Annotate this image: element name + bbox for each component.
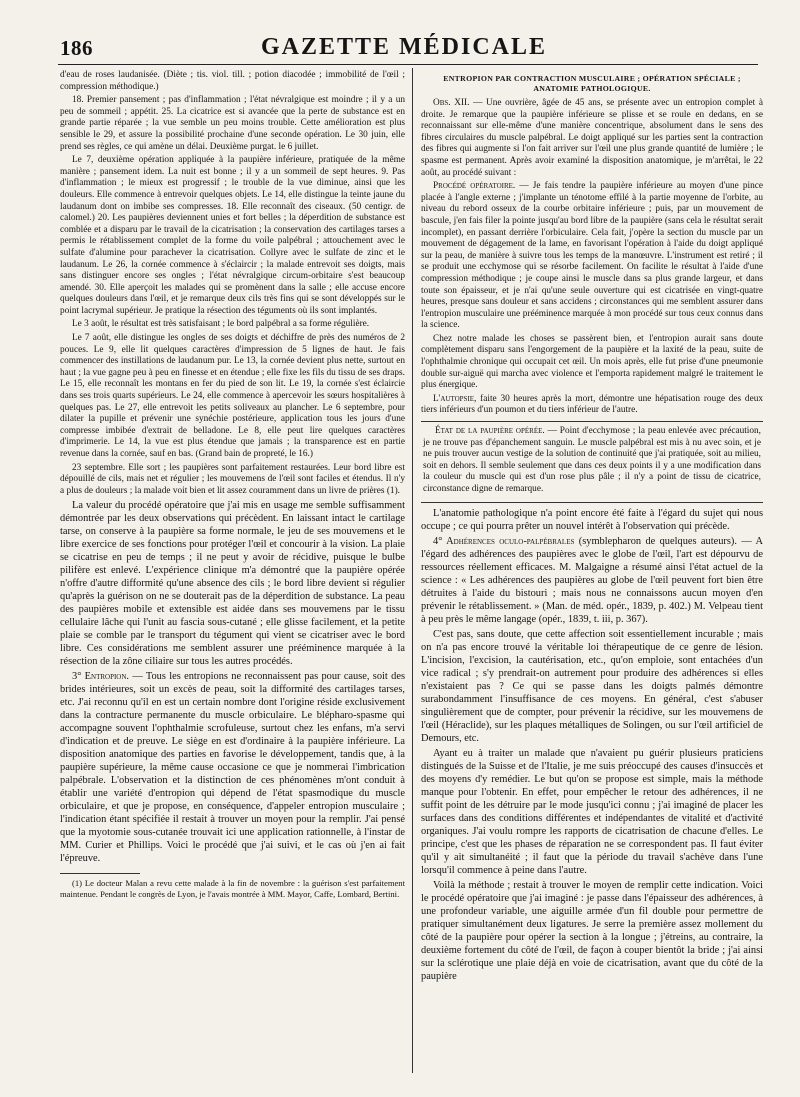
section-label: 3° Entropion.: [72, 671, 130, 683]
page-number: 186: [60, 36, 93, 60]
footnote-text: (1) Le docteur Malan a revu cette malade à la fin de novembre : la guérison s'est parfaitement maintenue. Pendant le congrès de Lyon, je l'avais montrée à MM. Mayor, Caffe, Lombard, Bertini.: [60, 878, 405, 899]
paragraph: Le 3 août, le résultat est très satisfaisant ; le bord palpébral a sa forme régulière.: [72, 319, 370, 330]
footnote-rule: [60, 873, 140, 874]
adherences-text: (symblepharon de quelques auteurs). — A l'égard des adhérences des paupières avec le globe de l'œil, l'art est dépourvu de ressources réellement efficaces. M. Malgaigne a résumé ainsi l'état actuel de la science : « Les adhérences des paupières au globe de l'œil peuvent fort bien être détruites à l'aide du bistouri ; mais nous ne connaissons aucun moyen d'en prévenir le rétablissement. » (Man. de méd. opér., 1839, p. 402.) M. Velpeau tient à peu près le même langage (opér., 1839, t. iii, p. 367).: [421, 535, 763, 625]
page-title: GAZETTE MÉDICALE: [260, 34, 548, 60]
paragraph: La valeur du procédé opératoire que j'ai mis en usage me semble suffisamment démontrée par les deux observations qui précèdent. En laissant intact le cartilage tarse, on conserve à la paupière sa forme normale, le jeu de ses mouvemens et le libre exercice de ses fonctions pour protéger l'œil et concourir à la vision. La plaie se cicatrise en peu de temps ; il ne peut y avoir de récidive, puisque le bulbe pilifère est enlevé. L'expérience clinique m'a démontré que la paupière opérée n'offre d'autre difformité qu'une absence des cils ; le bord libre devient si régulier qu'après la guérison on ne se douterait pas de la déperdition de substance. La peau des paupières mobile et extensible est aidée dans ses mouvemens par le tissu cellulaire lâche qui l'unit au fascia sous-cutané ; elle glisse facilement, et la petite plaie se comble par le transport du tégument qui vient se cicatriser avec le bord libre. Ces considérations me semblent assurer une prééminence marquée à la résection de la zône ciliaire sur tous les autres procédés.: [60, 500, 405, 668]
state-label: État de la paupière opérée.: [435, 426, 545, 437]
paragraph: C'est pas, sans doute, que cette affection soit essentiellement incurable ; mais on n'a pas encore trouvé la véritable loi thérapeutique de ce genre de lésion. L'incision, l'excision, la cautérisation, etc., qu'on emploie, sont entachées d'un vice radical ; s'y prendrait-on autrement pour produire des adhérences si elles n'existaient pas ? Ce qui se passe dans les doigts palmés démontre surabondamment l'insuffisance de ces moyens. En général, c'est s'abuser singulièrement que de compter, pour prévenir la récidive, sur les mouvemens de l'œil (Héraclide), sur les plaques métalliques de Solingen, ou sur l'œil artificiel de Demours, etc.: [421, 628, 763, 744]
state-text: — Point d'ecchymose ; la peau enlevée avec précaution, je ne trouve pas d'épanchement sanguin. Le muscle palpébral est mis à nu avec soin, et je ne puis trouver aucun vestige de la solution de continuité que j'ai pratiquée, soit au milieu, soit en dehors. Il semble seulement que dans ces deux points il y a une modification dans la couleur du muscle qui est d'un rose plus pâle ; il n'y a point de tissu de cicatrice, circonstance digne de remarque.: [423, 426, 762, 494]
footnote: [60, 878, 405, 899]
observation-text: — Une ouvrière, âgée de 45 ans, se présente avec un entropion complet à droite. Je remarque que la paupière inférieure se plisse et se roule en dedans, en se reconnaissant sur elle-même d'une manière concentrique, absolument dans le sens des fibres circulaires du muscle palpébral. Le doigt appliqué sur les parties sent la contraction des fibres qui augmente si l'on fait arriver sur l'œil une plus grande quantité de lumière ; le spasme est permanent. Après avoir examiné la disposition anatomique, je m'arrêtai, le 22 août, au procédé suivant :: [421, 98, 763, 178]
observation-paragraph: [421, 98, 763, 179]
paragraph: 18. Premier pansement ; pas d'inflammation ; l'état névralgique est moindre ; il y a un peu de sommeil ; appétit. 25. La cicatrice est si avancée que la perte de substance est en grande partie réparée ; la vue semble un peu moins trouble. Cette amélioration est plus sensible le 29, et assure la possibilité prochaine d'une seconde opération. Le 30 juin, elle prend ses règles, ce qui amène un délai. Deuxième purgat. le 6 juillet.: [60, 95, 405, 152]
state-paragraph: [423, 426, 761, 496]
adherences-label: 4° Adhérences oculo-palpébrales: [433, 535, 575, 547]
entropion-paragraph: [60, 670, 405, 865]
procedure-text: — Je fais tendre la paupière inférieure au moyen d'une pince placée à l'angle externe ; j'implante un ténotome effilé à la partie moyenne de l'orbite, au niveau du rebord osseux de la courbe orbitaire inférieure ; puis, par un mouvement de bascule, j'en fais filer la pointe jusqu'au bord libre de la paupière (sans cela le résultat serait incomplet), en passant derrière l'orbiculaire. Cela fait, j'opère la section du muscle par un mouvement de dégagement de la lame, en favorisant l'opération à l'aide du doigt appliqué sur la peau, de manière à suivre tous les temps de la manœuvre. L'instrument est retiré ; il se produit une ecchymose qui se résorbe facilement. On facilite le résultat à l'aide d'une compression méthodique ; je coupe ainsi le muscle dans sa plus grande largeur, et dans toute son épaisseur, et je n'ai qu'une seule ouverture qui est cicatrisée en vingt-quatre heures, presque sans douleur et sans accidens ; circonstances qui me semblent assurer dans l'entropion musculaire une prééminence marquée à mon procédé sur tous ceux connus dans la science.: [421, 181, 763, 331]
observation-label: Obs. XII.: [433, 98, 470, 108]
autopsy-text: faite 30 heures après la mort, démontre une hépatisation rouge des deux tiers inférieurs d'un poumon et du tiers inférieur de l'autre.: [421, 393, 763, 416]
adherences-paragraph: [421, 535, 763, 626]
paragraph: d'eau de roses laudanisée. (Diète ; tis. viol. till. ; potion diacodée ; immobilité de l'œil ; compression méthodique.): [60, 70, 405, 92]
paragraph: 23 septembre. Elle sort ; les paupières sont parfaitement restaurées. Leur bord libre est dépouillé de cils, mais net et régulier ; les mouvemens de l'œil sont faciles et étendus. Il n'y a plus de douleurs ; la malade voit bien et lit assez couramment dans un livre de prières (1).: [60, 462, 405, 496]
section-heading: ENTROPION PAR CONTRACTION MUSCULAIRE ; OPÉRATION SPÉCIALE ; ANATOMIE PATHOLOGIQUE.: [443, 74, 741, 93]
page-header: [54, 30, 754, 62]
boxed-note: [421, 421, 763, 503]
paragraph: Voilà la méthode ; restait à trouver le moyen de remplir cette indication. Voici le procédé opératoire que j'ai imaginé : je passe dans l'épaisseur des adhérences, à une profondeur variable, une aiguille armée d'un fil double pour permettre de pratiquer simultanément deux ligatures. Je serre la première assez mollement du côté de la paupière pour opérer la section à la longue ; j'étreins, au contraire, la deuxième fortement du côté de l'œil, de façon à couper bientôt la bride ; j'ai ainsi sur la sclérotique une plaie déjà en voie de cicatrisation, avant que du côté de la paupière: [421, 879, 763, 982]
autopsy-label: L'autopsie,: [433, 393, 477, 404]
paragraph: Le 7 août, elle distingue les ongles de ses doigts et déchiffre de près des numéros de 2 pouces. Le 9, elle lit quelques caractères d'impression de 5 lignes de haut. Je fais commencer des instillations de laudanum pur. Le 13, la cornée devient plus nette, surtout en haut ; la vue gagne peu à peu en finesse et en étendue ; elle fixe les fils du tissu de ses draps. Le 15, elle reconnaît les montans en fer du pied de son lit. Le 19, la cornée s'est éclaircie dans ses trois quarts supérieurs. Le 24, elle commence à apercevoir les sœurs hospitalières à quelques pas. Le 27, elle entrevoit les petits soliveaux au plancher. Le 6 septembre, pour dilater la pupille et prévenir une synéchie postérieure, application tous les jours d'une compresse imbibée d'extrait de belladone. Le 8, elle peut lire quelques caractères d'imprimerie. Le 14, la vue est plus étendue que jamais ; la transparence est en partie revenue dans la cornée, sauf en bas. (Grand bain de propreté, le 16.): [60, 333, 405, 459]
header-rule: [58, 64, 758, 65]
paragraph: Le 7, deuxième opération appliquée à la paupière inférieure, pratiquée de la même manière ; pansement idem. La nuit est bonne ; il y a un sommeil de sept heures. 9. Pas d'inflammation ; le mieux est progressif ; le trouble de la vue diminue, ainsi que les douleurs. Elle commence à entrevoir quelques objets. Le 14, elle distingue la teinte jaune du laudanum dont on imbibe ses compresses. 18. Elle reconnaît des ciseaux. (50 centigr. de calomel.) 20. Les paupières deviennent unies et fort belles ; la déperdition de substance est comblée et a disparu par le travail de la cicatrisation ; la conservation des cartilages tarses a permis le rétablissement complet de la forme du voile palpébral ; attouchement avec le sulfate d'alumine pour parachever la cicatrisation. Collyre avec le sulfate de zinc et le laudanum. Le 26, la cornée commence à s'éclaircir ; la malade entrevoit ses doigts, mais sans distinguer encore ses ongles ; l'état névralgique circum-orbitaire s'est beaucoup amendé. 30. Elle aperçoit les malades qui se promènent dans la salle ; elle accuse encore quelques douleurs dans l'œil, et je remarque deux cils très fins qui se sont développés sur le point lacrymal supérieur. Je pratique la résection des téguments où ils sont implantés.: [60, 155, 405, 316]
paragraph: L'anatomie pathologique n'a point encore été faite à l'égard du sujet qui nous occupe ; ce qui pourra prêter un nouvel intérêt à l'observation qui précède.: [421, 507, 763, 532]
autopsy-paragraph: [421, 394, 763, 417]
right-column: [421, 70, 763, 1080]
column-divider: [412, 68, 413, 1073]
procedure-label: Procédé opératoire.: [433, 181, 516, 192]
paragraph: Chez notre malade les choses se passèrent bien, et l'entropion aurait sans doute complètement disparu sans l'engorgement de la paupière et la laxité de la peau, suite de l'ophthalmie chronique qui occupait cet œil. Un mois après, elle fut prise d'une pneumonie double sur-aiguë qui marcha avec violence et l'emporta rapidement malgré le traitement le plus énergique.: [421, 333, 763, 391]
section-text: — Tous les entropions ne reconnaissent pas pour cause, soit des brides intérieures, soit un excès de peau, soit la difformité des cartilages tarses, etc. J'ai reconnu qu'il en est un certain nombre dont l'origine réside exclusivement dans la contracture permanente du muscle orbiculaire. Le blépharo-spasme qui accompagne souvent l'ophthalmie scrofuleuse, surtout chez les enfans, m'a servi d'indication et de preuve. Le siège en est d'ordinaire à la paupière inférieure. La disposition anatomique des parties en favorise le développement, tandis que, à la paupière supérieure, la même cause occasione ce que je nommerai l'imbrication palpébrale. L'observation et la distinction de ces phénomènes m'ont conduit à établir une variété d'entropion qui dépend de l'état spasmodique du muscle orbiculaire, et que je propose, en conséquence, d'appeler entropion musculaire ; l'indication étant spécifiée il restait à trouver un moyen pour la remplir. J'ai pensé que la myotomie sous-cutanée trouvait ici une application rationnelle, à l'instar de MM. Curier et Phillips. Voici le procédé que j'ai suivi, et le cas où j'en ai fait l'épreuve.: [60, 671, 405, 865]
procedure-paragraph: [421, 181, 763, 332]
paragraph: Ayant eu à traiter un malade que n'avaient pu guérir plusieurs praticiens distingués de la Suisse et de l'Italie, je me suis préoccupé des causes d'insuccès et des moyens d'y remédier. Le but qu'on se propose est simple, mais la méthode manque pour l'obtenir. En effet, pour empêcher le retour des adhérences, il ne suffit point de les détruire par le mode jusqu'ici connu ; j'ai imaginé de placer les surfaces dans des conditions différentes et indépendantes de vitalité et d'activité organiques. J'ai voulu rompre les rapports de cicatrisation de chacune d'elles. Le principe, c'est que les phases de réparation ne se correspondent pas. Il faut éviter qu'il y ait simultanéité ; il faut que la période du travail s'achève dans l'une lorsqu'il commence à peine dans l'autre.: [421, 747, 763, 876]
left-column: [60, 70, 405, 1080]
